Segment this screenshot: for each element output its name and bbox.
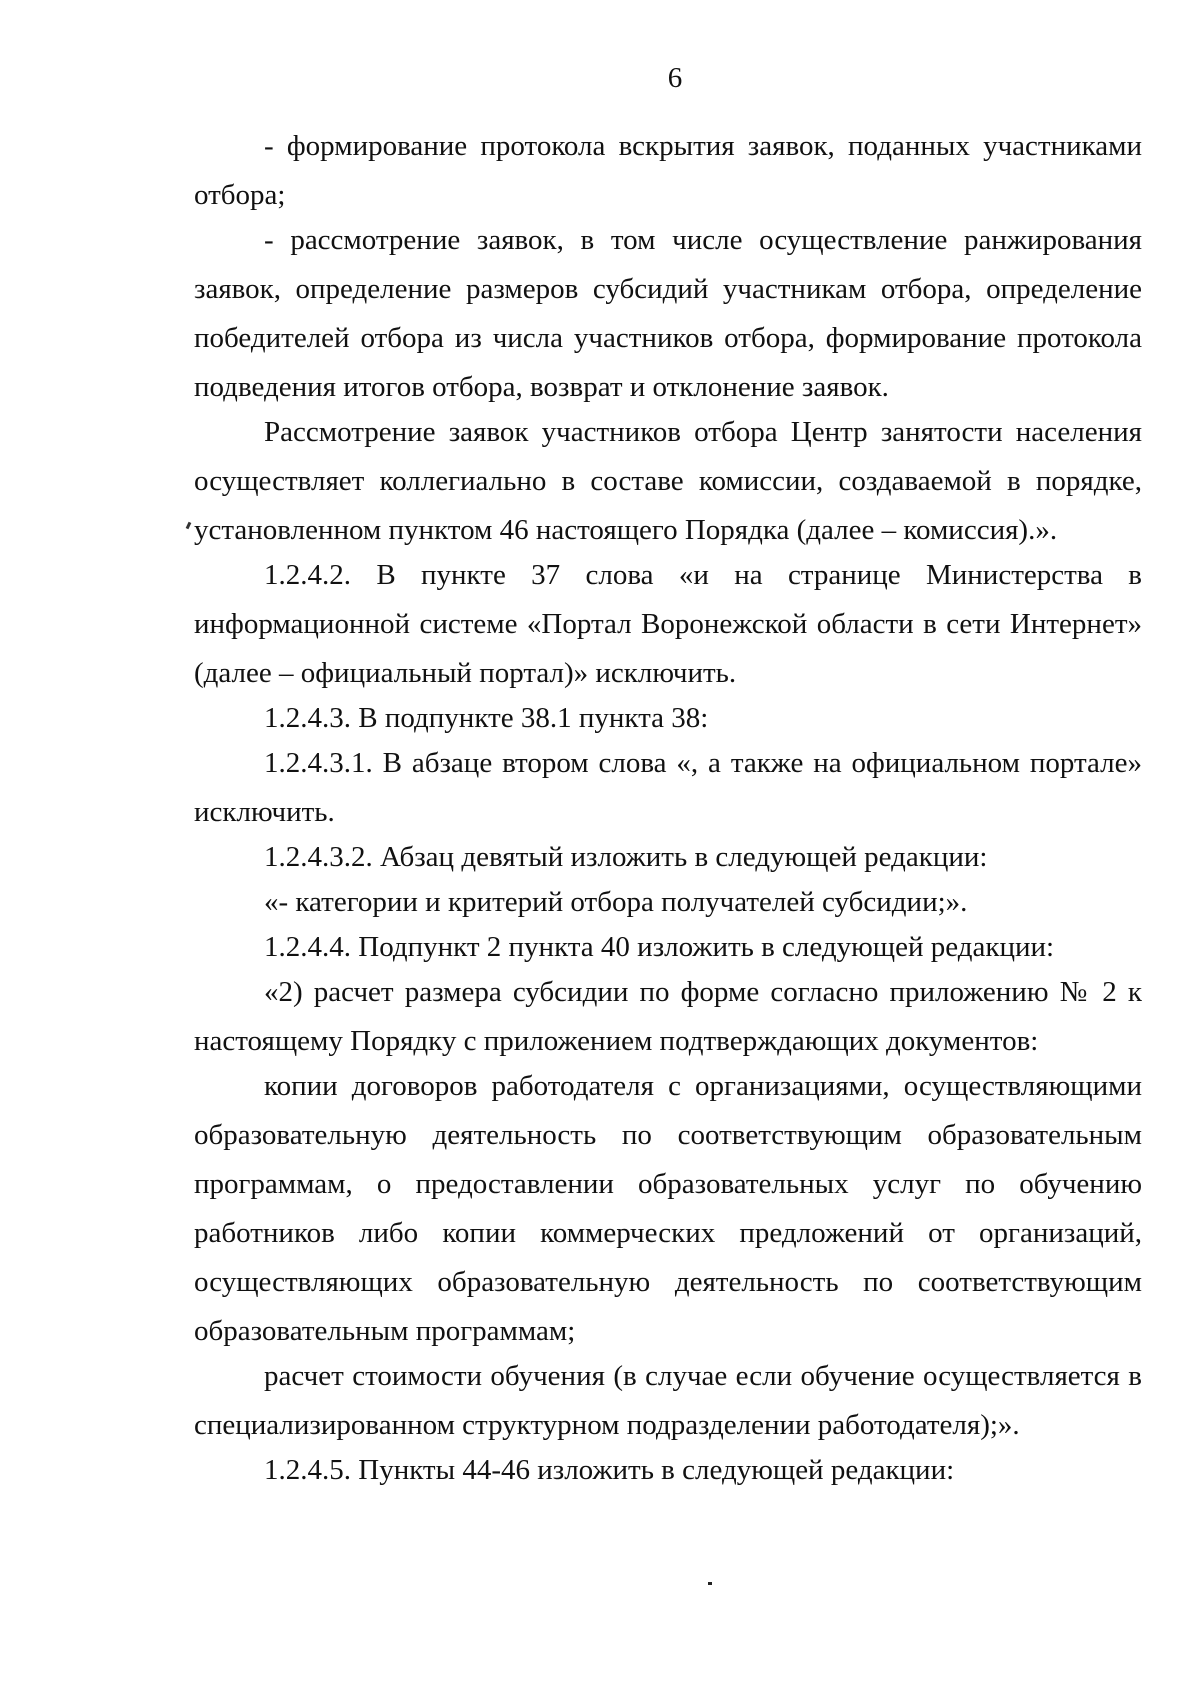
paragraph-2: - рассмотрение заявок, в том числе осуществление ранжирования заявок, определение размеров субсидий участникам отбора, определение победителей отбора из числа участников отбора, формирование протокола подведения итогов отбора, возврат и отклонение заявок. [194, 224, 1142, 403]
paragraph-9: 1.2.4.4. Подпункт 2 пункта 40 изложить в следующей редакции: [264, 931, 1055, 963]
paragraph-11: копии договоров работодателя с организациями, осуществляющими образовательную деятельность по соответствующим образовательным программам, о предоставлении образовательных услуг по обучению работников либо копии коммерческих предложений от организаций, осуществляющих образовательную деятельность по соответствующим образовательным программам; [194, 1070, 1142, 1347]
paragraph-10: «2) расчет размера субсидии по форме согласно приложению № 2 к настоящему Порядку с приложением подтверждающих документов: [194, 976, 1142, 1057]
scan-artifact [708, 1582, 712, 1585]
document-body [194, 122, 1142, 1495]
paragraph-7: 1.2.4.3.2. Абзац девятый изложить в следующей редакции: [264, 841, 988, 873]
paragraph-6: 1.2.4.3.1. В абзаце втором слова «, а также на официальном портале» исключить. [194, 747, 1142, 828]
page-number: 6 [667, 62, 683, 94]
paragraph-3: Рассмотрение заявок участников отбора Центр занятости населения осуществляет коллегиально в составе комиссии, создаваемой в порядке, установленном пунктом 46 настоящего Порядка (далее – комиссия).». [194, 416, 1142, 546]
paragraph-12: расчет стоимости обучения (в случае если обучение осуществляется в специализированном структурном подразделении работодателя);». [194, 1360, 1142, 1441]
paragraph-8: «- категории и критерий отбора получателей субсидии;». [264, 886, 968, 918]
paragraph-4: 1.2.4.2. В пункте 37 слова «и на странице Министерства в информационной системе «Портал Воронежской области в сети Интернет» (далее – официальный портал)» исключить. [194, 559, 1142, 689]
paragraph-5: 1.2.4.3. В подпункте 38.1 пункта 38: [264, 702, 709, 734]
scan-artifact [186, 522, 192, 530]
paragraph-13: 1.2.4.5. Пункты 44-46 изложить в следующей редакции: [264, 1454, 955, 1486]
paragraph-1: - формирование протокола вскрытия заявок, поданных участниками отбора; [194, 130, 1142, 211]
